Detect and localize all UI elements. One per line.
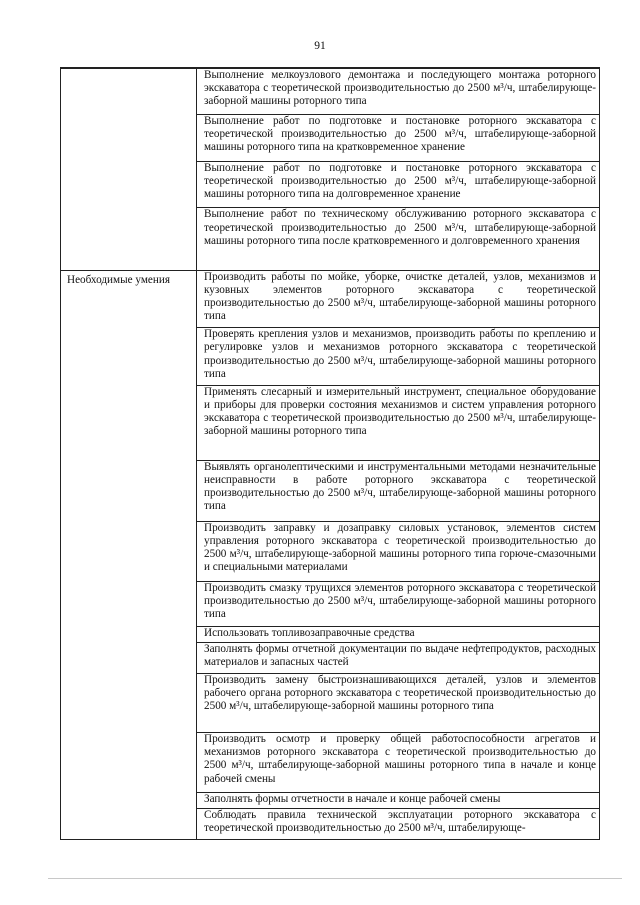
- table-cell-skill: Производить смазку трущихся элементов роторного экскаватора с теоретической производительностью до 2500 м³/ч, штабелирующе-заборной машины роторного типа: [197, 581, 600, 626]
- table-cell-skill: Применять слесарный и измерительный инструмент, специальное оборудование и приборы для проверки состояния механизмов и систем управления роторного экскаватора с теоретической производительностью до 2500 м³/ч, штабелирующе-заборной машины роторного типа: [197, 385, 600, 460]
- table-cell-skill: Проверять крепления узлов и механизмов, производить работы по креплению и регулировке узлов и механизмов роторного экскаватора с теоретической производительностью до 2500 м³/ч, штабелирующе-заборной машины роторного типа: [197, 328, 600, 385]
- table-cell-action: Выполнение работ по подготовке и постановке роторного экскаватора с теоретической производительностью до 2500 м³/ч, штабелирующе-заборной машины роторного типа на кратковременное хранение: [197, 115, 600, 162]
- table-cell-skill: Производить замену быстроизнашивающихся деталей, узлов и элементов рабочего органа роторного экскаватора с теоретической производительностью до 2500 м³/ч, штабелирующе-заборной машины роторного типа: [197, 673, 600, 732]
- table-cell-skill: Выявлять органолептическими и инструментальными методами незначительные неисправности в работе роторного экскаватора с теоретической производительностью до 2500 м³/ч, штабелирующе-заборной машины роторного типа: [197, 460, 600, 522]
- table-cell-skill: Производить работы по мойке, уборке, очистке деталей, узлов, механизмов и кузовных элементов роторного экскаватора с теоретической производительностью до 2500 м³/ч, штабелирующе-заборной машины роторного типа: [197, 270, 600, 327]
- table-cell-skill: Производить осмотр и проверку общей работоспособности агрегатов и механизмов роторного экскаватора с теоретической производительностью до 2500 м³/ч, штабелирующе-заборной машины роторного типа в начале и конце рабочей смены: [197, 733, 600, 792]
- table-cell-action: Выполнение работ по подготовке и постановке роторного экскаватора с теоретической производительностью до 2500 м³/ч, штабелирующе-заборной машины роторного типа на долговременное хранение: [197, 162, 600, 208]
- competency-table: [60, 68, 600, 840]
- table-cell-skill: Использовать топливозаправочные средства: [197, 626, 600, 642]
- table-cell-skill: Заполнять формы отчетной документации по выдаче нефтепродуктов, расходных материалов и запасных частей: [197, 643, 600, 674]
- table-cell-action: Выполнение мелкоузлового демонтажа и последующего монтажа роторного экскаватора с теоретической производительностью до 2500 м³/ч, штабелирующе-заборной машины роторного типа: [197, 69, 600, 115]
- empty-label-cell: [61, 69, 197, 271]
- page-number: 91: [314, 40, 326, 52]
- table-cell-skill: Заполнять формы отчетности в начале и конце рабочей смены: [197, 792, 600, 808]
- scan-edge-line: [48, 878, 622, 879]
- table-cell-action: Выполнение работ по техническому обслуживанию роторного экскаватора с теоретической производительностью до 2500 м³/ч, штабелирующе-заборной машины роторного типа после кратковременного и долговременного хранения: [197, 208, 600, 271]
- table-row: [61, 69, 600, 115]
- table-cell-skill: Производить заправку и дозаправку силовых установок, элементов систем управления роторного экскаватора с теоретической производительностью до 2500 м³/ч, штабелирующе-заборной машины роторного типа горюче-смазочными и специальными материалами: [197, 522, 600, 581]
- table-cell-skill: Соблюдать правила технической эксплуатации роторного экскаватора с теоретической производительностью до 2500 м³/ч, штабелирующе-: [197, 809, 600, 840]
- table-row: [61, 270, 600, 327]
- skills-label: Необходимые умения: [61, 270, 197, 839]
